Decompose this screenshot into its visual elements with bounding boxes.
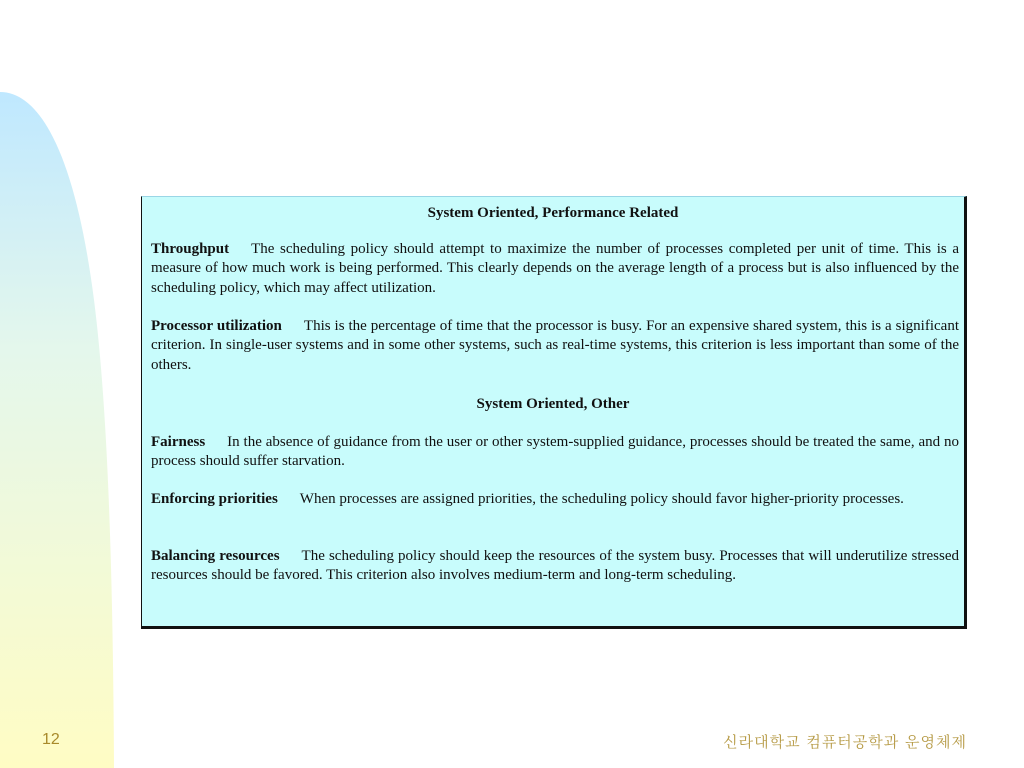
criterion-description: This is the percentage of time that the processor is busy. For an expensive shared system, this is a significant criterion. In single-user systems and in some other systems, such as real-time systems, this criterion is less important than some of the others. xyxy=(151,318,959,373)
criterion-term: Processor utilization xyxy=(151,318,282,334)
criterion-term: Balancing resources xyxy=(151,548,280,564)
criterion-description: In the absence of guidance from the user or other system-supplied guidance, processes should be treated the same, and no process should suffer starvation. xyxy=(151,434,959,470)
section-heading-performance: System Oriented, Performance Related xyxy=(427,205,679,221)
criterion-fairness xyxy=(151,433,959,472)
slide-number: 12 xyxy=(42,731,60,748)
criterion-throughput xyxy=(151,240,959,298)
criterion-term: Fairness xyxy=(151,434,206,450)
section-heading-other: System Oriented, Other xyxy=(476,396,630,412)
criterion-processor-utilization xyxy=(151,317,959,375)
criterion-description: The scheduling policy should attempt to maximize the number of processes completed per unit of time. This is a measure of how much work is being performed. This clearly depends on the average length of a process but is also influenced by the scheduling policy, which may affect utilization. xyxy=(151,241,959,296)
footer-text: 신라대학교 컴퓨터공학과 운영체제 xyxy=(723,733,967,751)
criterion-term: Throughput xyxy=(151,241,230,257)
criterion-term: Enforcing priorities xyxy=(151,491,278,507)
criterion-description: When processes are assigned priorities, the scheduling policy should favor higher-priority processes. xyxy=(299,491,904,507)
scheduling-criteria-panel xyxy=(141,196,967,629)
criterion-enforcing-priorities xyxy=(151,490,959,509)
criterion-balancing-resources xyxy=(151,547,959,586)
criterion-description: The scheduling policy should keep the resources of the system busy. Processes that will underutilize stressed resources should be favored. This criterion also involves medium-term and long-term scheduling. xyxy=(151,548,959,584)
